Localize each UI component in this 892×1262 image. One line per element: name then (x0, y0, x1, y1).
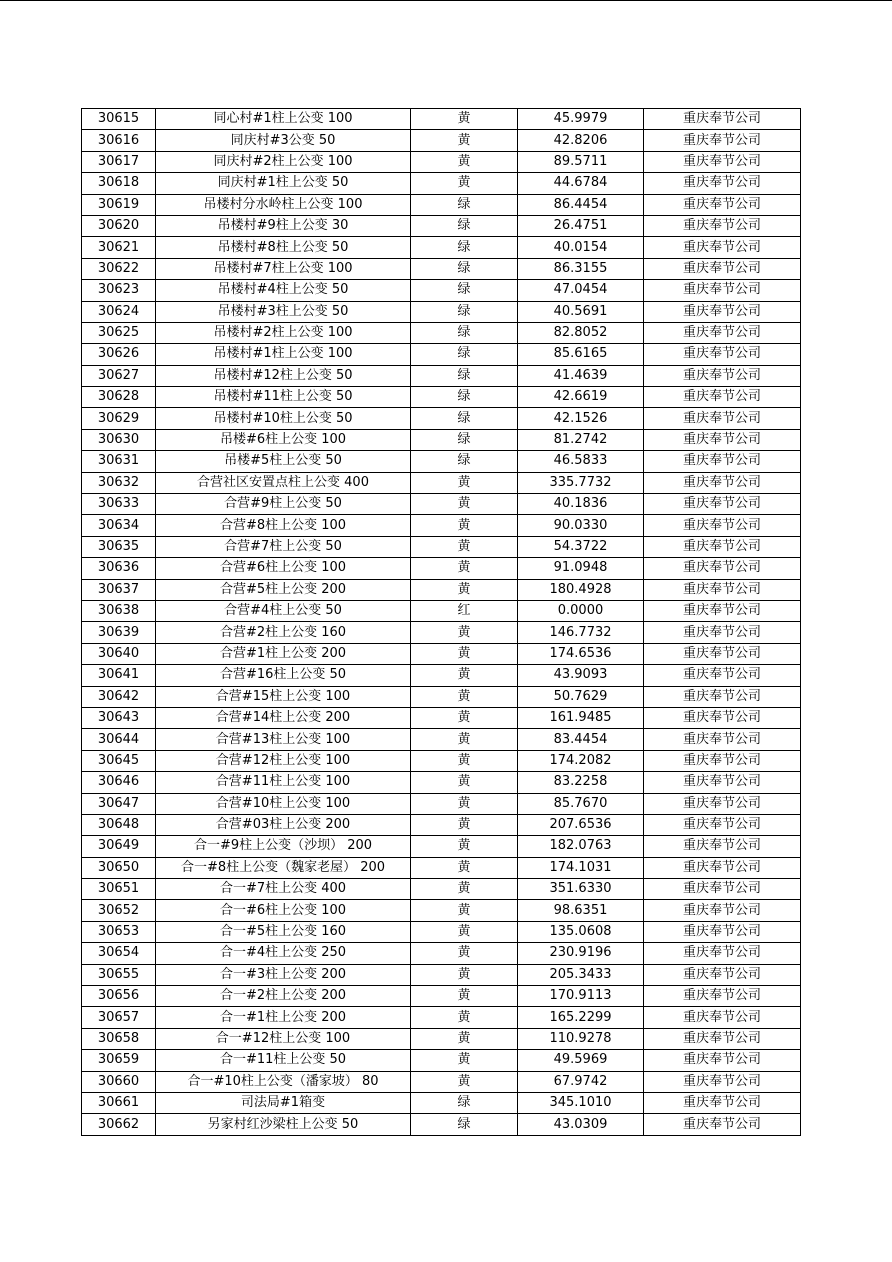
load-value-cell: 174.1031 (518, 857, 644, 878)
transformer-name-cell: 吊楼村#3柱上公变 50 (156, 301, 411, 322)
row-id-cell: 30640 (82, 643, 156, 664)
row-id-cell: 30645 (82, 750, 156, 771)
status-level-cell: 黄 (411, 750, 518, 771)
transformer-name-cell: 合一#9柱上公变（沙坝） 200 (156, 836, 411, 857)
row-id-cell: 30659 (82, 1050, 156, 1071)
company-cell: 重庆奉节公司 (644, 258, 801, 279)
table-row (82, 451, 801, 472)
transformer-name-cell: 吊楼#5柱上公变 50 (156, 451, 411, 472)
table-row (82, 836, 801, 857)
table-row (82, 900, 801, 921)
row-id-cell: 30658 (82, 1028, 156, 1049)
transformer-name-cell: 合营#7柱上公变 50 (156, 536, 411, 557)
row-id-cell: 30636 (82, 558, 156, 579)
row-id-cell: 30662 (82, 1114, 156, 1135)
row-id-cell: 30618 (82, 173, 156, 194)
load-value-cell: 40.5691 (518, 301, 644, 322)
status-level-cell: 黄 (411, 1050, 518, 1071)
company-cell: 重庆奉节公司 (644, 579, 801, 600)
row-id-cell: 30648 (82, 814, 156, 835)
row-id-cell: 30652 (82, 900, 156, 921)
status-level-cell: 绿 (411, 237, 518, 258)
transformer-name-cell: 吊楼村#2柱上公变 100 (156, 322, 411, 343)
company-cell: 重庆奉节公司 (644, 301, 801, 322)
transformer-name-cell: 合营#4柱上公变 50 (156, 600, 411, 621)
transformer-name-cell: 合营#9柱上公变 50 (156, 494, 411, 515)
table-row (82, 964, 801, 985)
row-id-cell: 30642 (82, 686, 156, 707)
load-value-cell: 82.8052 (518, 322, 644, 343)
company-cell: 重庆奉节公司 (644, 900, 801, 921)
company-cell: 重庆奉节公司 (644, 109, 801, 130)
load-value-cell: 83.4454 (518, 729, 644, 750)
status-level-cell: 黄 (411, 173, 518, 194)
load-value-cell: 41.4639 (518, 365, 644, 386)
load-value-cell: 54.3722 (518, 536, 644, 557)
table-row (82, 365, 801, 386)
company-cell: 重庆奉节公司 (644, 322, 801, 343)
row-id-cell: 30622 (82, 258, 156, 279)
company-cell: 重庆奉节公司 (644, 707, 801, 728)
transformer-name-cell: 同庆村#3公变 50 (156, 130, 411, 151)
transformer-name-cell: 合一#8柱上公变（魏家老屋） 200 (156, 857, 411, 878)
row-id-cell: 30635 (82, 536, 156, 557)
row-id-cell: 30623 (82, 280, 156, 301)
table-row (82, 130, 801, 151)
row-id-cell: 30653 (82, 921, 156, 942)
company-cell: 重庆奉节公司 (644, 130, 801, 151)
load-value-cell: 43.0309 (518, 1114, 644, 1135)
row-id-cell: 30646 (82, 772, 156, 793)
status-level-cell: 黄 (411, 643, 518, 664)
transformer-name-cell: 合营#15柱上公变 100 (156, 686, 411, 707)
company-cell: 重庆奉节公司 (644, 857, 801, 878)
status-level-cell: 黄 (411, 814, 518, 835)
transformer-name-cell: 合营#5柱上公变 200 (156, 579, 411, 600)
row-id-cell: 30628 (82, 387, 156, 408)
row-id-cell: 30660 (82, 1071, 156, 1092)
status-level-cell: 黄 (411, 964, 518, 985)
status-level-cell: 黄 (411, 986, 518, 1007)
transformer-name-cell: 合一#3柱上公变 200 (156, 964, 411, 985)
table-row (82, 429, 801, 450)
company-cell: 重庆奉节公司 (644, 943, 801, 964)
transformer-name-cell: 同庆村#2柱上公变 100 (156, 151, 411, 172)
transformer-name-cell: 司法局#1箱变 (156, 1092, 411, 1113)
company-cell: 重庆奉节公司 (644, 686, 801, 707)
transformer-name-cell: 吊楼村#8柱上公变 50 (156, 237, 411, 258)
load-value-cell: 230.9196 (518, 943, 644, 964)
company-cell: 重庆奉节公司 (644, 622, 801, 643)
row-id-cell: 30619 (82, 194, 156, 215)
load-value-cell: 351.6330 (518, 879, 644, 900)
load-value-cell: 180.4928 (518, 579, 644, 600)
load-value-cell: 110.9278 (518, 1028, 644, 1049)
load-value-cell: 207.6536 (518, 814, 644, 835)
status-level-cell: 黄 (411, 472, 518, 493)
company-cell: 重庆奉节公司 (644, 451, 801, 472)
company-cell: 重庆奉节公司 (644, 194, 801, 215)
transformer-name-cell: 吊楼村#9柱上公变 30 (156, 215, 411, 236)
row-id-cell: 30661 (82, 1092, 156, 1113)
transformer-name-cell: 合一#11柱上公变 50 (156, 1050, 411, 1071)
company-cell: 重庆奉节公司 (644, 215, 801, 236)
row-id-cell: 30627 (82, 365, 156, 386)
row-id-cell: 30656 (82, 986, 156, 1007)
status-level-cell: 黄 (411, 879, 518, 900)
company-cell: 重庆奉节公司 (644, 1007, 801, 1028)
company-cell: 重庆奉节公司 (644, 344, 801, 365)
row-id-cell: 30655 (82, 964, 156, 985)
table-row (82, 494, 801, 515)
load-value-cell: 174.2082 (518, 750, 644, 771)
transformer-name-cell: 合营#12柱上公变 100 (156, 750, 411, 771)
company-cell: 重庆奉节公司 (644, 558, 801, 579)
company-cell: 重庆奉节公司 (644, 1092, 801, 1113)
status-level-cell: 黄 (411, 151, 518, 172)
table-row (82, 857, 801, 878)
table-row (82, 921, 801, 942)
status-level-cell: 绿 (411, 301, 518, 322)
table-row (82, 729, 801, 750)
company-cell: 重庆奉节公司 (644, 472, 801, 493)
load-value-cell: 335.7732 (518, 472, 644, 493)
load-value-cell: 67.9742 (518, 1071, 644, 1092)
table-row (82, 1007, 801, 1028)
transformer-name-cell: 合营#03柱上公变 200 (156, 814, 411, 835)
load-value-cell: 165.2299 (518, 1007, 644, 1028)
status-level-cell: 绿 (411, 365, 518, 386)
row-id-cell: 30650 (82, 857, 156, 878)
company-cell: 重庆奉节公司 (644, 772, 801, 793)
table-row (82, 772, 801, 793)
company-cell: 重庆奉节公司 (644, 280, 801, 301)
company-cell: 重庆奉节公司 (644, 729, 801, 750)
row-id-cell: 30637 (82, 579, 156, 600)
company-cell: 重庆奉节公司 (644, 665, 801, 686)
table-row (82, 387, 801, 408)
row-id-cell: 30631 (82, 451, 156, 472)
table-row (82, 322, 801, 343)
table-row (82, 280, 801, 301)
row-id-cell: 30620 (82, 215, 156, 236)
transformer-name-cell: 同庆村#1柱上公变 50 (156, 173, 411, 194)
company-cell: 重庆奉节公司 (644, 814, 801, 835)
row-id-cell: 30632 (82, 472, 156, 493)
table-row (82, 151, 801, 172)
company-cell: 重庆奉节公司 (644, 986, 801, 1007)
status-level-cell: 黄 (411, 1007, 518, 1028)
load-value-cell: 43.9093 (518, 665, 644, 686)
load-value-cell: 0.0000 (518, 600, 644, 621)
status-level-cell: 黄 (411, 836, 518, 857)
company-cell: 重庆奉节公司 (644, 1050, 801, 1071)
table-row (82, 301, 801, 322)
transformer-name-cell: 吊楼村#12柱上公变 50 (156, 365, 411, 386)
company-cell: 重庆奉节公司 (644, 750, 801, 771)
load-value-cell: 49.5969 (518, 1050, 644, 1071)
table-row (82, 173, 801, 194)
transformer-name-cell: 吊楼村分水岭柱上公变 100 (156, 194, 411, 215)
status-level-cell: 黄 (411, 686, 518, 707)
table-row (82, 1028, 801, 1049)
status-level-cell: 绿 (411, 451, 518, 472)
company-cell: 重庆奉节公司 (644, 793, 801, 814)
load-value-cell: 42.8206 (518, 130, 644, 151)
table-row (82, 943, 801, 964)
row-id-cell: 30621 (82, 237, 156, 258)
load-value-cell: 170.9113 (518, 986, 644, 1007)
transformer-name-cell: 合营#6柱上公变 100 (156, 558, 411, 579)
load-value-cell: 205.3433 (518, 964, 644, 985)
transformer-table (81, 108, 801, 1136)
status-level-cell: 黄 (411, 772, 518, 793)
transformer-name-cell: 吊楼村#1柱上公变 100 (156, 344, 411, 365)
status-level-cell: 黄 (411, 729, 518, 750)
company-cell: 重庆奉节公司 (644, 237, 801, 258)
status-level-cell: 绿 (411, 280, 518, 301)
row-id-cell: 30644 (82, 729, 156, 750)
company-cell: 重庆奉节公司 (644, 151, 801, 172)
company-cell: 重庆奉节公司 (644, 879, 801, 900)
status-level-cell: 黄 (411, 900, 518, 921)
table-row (82, 109, 801, 130)
load-value-cell: 47.0454 (518, 280, 644, 301)
company-cell: 重庆奉节公司 (644, 921, 801, 942)
status-level-cell: 黄 (411, 130, 518, 151)
company-cell: 重庆奉节公司 (644, 408, 801, 429)
row-id-cell: 30617 (82, 151, 156, 172)
transformer-name-cell: 合营社区安置点柱上公变 400 (156, 472, 411, 493)
row-id-cell: 30647 (82, 793, 156, 814)
transformer-name-cell: 合一#2柱上公变 200 (156, 986, 411, 1007)
company-cell: 重庆奉节公司 (644, 173, 801, 194)
transformer-name-cell: 合一#1柱上公变 200 (156, 1007, 411, 1028)
company-cell: 重庆奉节公司 (644, 964, 801, 985)
status-level-cell: 黄 (411, 921, 518, 942)
table-row (82, 707, 801, 728)
table-row (82, 472, 801, 493)
transformer-name-cell: 同心村#1柱上公变 100 (156, 109, 411, 130)
load-value-cell: 85.7670 (518, 793, 644, 814)
company-cell: 重庆奉节公司 (644, 365, 801, 386)
table-row (82, 344, 801, 365)
load-value-cell: 174.6536 (518, 643, 644, 664)
transformer-name-cell: 吊楼村#10柱上公变 50 (156, 408, 411, 429)
status-level-cell: 黄 (411, 857, 518, 878)
load-value-cell: 345.1010 (518, 1092, 644, 1113)
load-value-cell: 182.0763 (518, 836, 644, 857)
load-value-cell: 45.9979 (518, 109, 644, 130)
company-cell: 重庆奉节公司 (644, 1114, 801, 1135)
table-row (82, 237, 801, 258)
transformer-name-cell: 合营#13柱上公变 100 (156, 729, 411, 750)
table-row (82, 215, 801, 236)
load-value-cell: 50.7629 (518, 686, 644, 707)
table-row (82, 258, 801, 279)
transformer-name-cell: 另家村红沙梁柱上公变 50 (156, 1114, 411, 1135)
table-row (82, 1071, 801, 1092)
transformer-name-cell: 合一#6柱上公变 100 (156, 900, 411, 921)
row-id-cell: 30624 (82, 301, 156, 322)
row-id-cell: 30654 (82, 943, 156, 964)
load-value-cell: 86.4454 (518, 194, 644, 215)
table-row (82, 643, 801, 664)
status-level-cell: 绿 (411, 344, 518, 365)
status-level-cell: 绿 (411, 215, 518, 236)
row-id-cell: 30625 (82, 322, 156, 343)
row-id-cell: 30633 (82, 494, 156, 515)
company-cell: 重庆奉节公司 (644, 1028, 801, 1049)
status-level-cell: 绿 (411, 408, 518, 429)
load-value-cell: 89.5711 (518, 151, 644, 172)
table-body (82, 109, 801, 1136)
table-row (82, 1050, 801, 1071)
transformer-name-cell: 吊楼村#4柱上公变 50 (156, 280, 411, 301)
transformer-name-cell: 合一#4柱上公变 250 (156, 943, 411, 964)
table-row (82, 665, 801, 686)
load-value-cell: 40.0154 (518, 237, 644, 258)
load-value-cell: 98.6351 (518, 900, 644, 921)
load-value-cell: 46.5833 (518, 451, 644, 472)
load-value-cell: 91.0948 (518, 558, 644, 579)
transformer-name-cell: 吊楼村#7柱上公变 100 (156, 258, 411, 279)
load-value-cell: 83.2258 (518, 772, 644, 793)
table-row (82, 686, 801, 707)
table-row (82, 1092, 801, 1113)
status-level-cell: 黄 (411, 943, 518, 964)
row-id-cell: 30629 (82, 408, 156, 429)
status-level-cell: 黄 (411, 622, 518, 643)
load-value-cell: 90.0330 (518, 515, 644, 536)
company-cell: 重庆奉节公司 (644, 836, 801, 857)
table-row (82, 750, 801, 771)
row-id-cell: 30651 (82, 879, 156, 900)
row-id-cell: 30616 (82, 130, 156, 151)
load-value-cell: 42.1526 (518, 408, 644, 429)
transformer-name-cell: 合一#7柱上公变 400 (156, 879, 411, 900)
status-level-cell: 黄 (411, 579, 518, 600)
table-row (82, 558, 801, 579)
status-level-cell: 黄 (411, 707, 518, 728)
table-row (82, 408, 801, 429)
company-cell: 重庆奉节公司 (644, 515, 801, 536)
row-id-cell: 30626 (82, 344, 156, 365)
transformer-name-cell: 合一#10柱上公变（潘家坡） 80 (156, 1071, 411, 1092)
table-row (82, 536, 801, 557)
status-level-cell: 黄 (411, 536, 518, 557)
table-row (82, 793, 801, 814)
transformer-name-cell: 合营#8柱上公变 100 (156, 515, 411, 536)
table-row (82, 622, 801, 643)
company-cell: 重庆奉节公司 (644, 536, 801, 557)
company-cell: 重庆奉节公司 (644, 494, 801, 515)
company-cell: 重庆奉节公司 (644, 643, 801, 664)
table-row (82, 986, 801, 1007)
transformer-name-cell: 合营#14柱上公变 200 (156, 707, 411, 728)
transformer-name-cell: 合一#5柱上公变 160 (156, 921, 411, 942)
company-cell: 重庆奉节公司 (644, 1071, 801, 1092)
status-level-cell: 黄 (411, 109, 518, 130)
load-value-cell: 40.1836 (518, 494, 644, 515)
transformer-name-cell: 合营#11柱上公变 100 (156, 772, 411, 793)
status-level-cell: 绿 (411, 258, 518, 279)
row-id-cell: 30630 (82, 429, 156, 450)
table-row (82, 515, 801, 536)
company-cell: 重庆奉节公司 (644, 429, 801, 450)
table-row (82, 1114, 801, 1135)
status-level-cell: 红 (411, 600, 518, 621)
status-level-cell: 绿 (411, 194, 518, 215)
status-level-cell: 黄 (411, 1071, 518, 1092)
row-id-cell: 30634 (82, 515, 156, 536)
table-row (82, 579, 801, 600)
row-id-cell: 30615 (82, 109, 156, 130)
table-row (82, 814, 801, 835)
status-level-cell: 绿 (411, 387, 518, 408)
row-id-cell: 30638 (82, 600, 156, 621)
status-level-cell: 绿 (411, 1092, 518, 1113)
row-id-cell: 30643 (82, 707, 156, 728)
transformer-name-cell: 合营#16柱上公变 50 (156, 665, 411, 686)
status-level-cell: 黄 (411, 515, 518, 536)
table-row (82, 194, 801, 215)
company-cell: 重庆奉节公司 (644, 600, 801, 621)
table-row (82, 879, 801, 900)
load-value-cell: 81.2742 (518, 429, 644, 450)
status-level-cell: 绿 (411, 1114, 518, 1135)
load-value-cell: 86.3155 (518, 258, 644, 279)
load-value-cell: 44.6784 (518, 173, 644, 194)
load-value-cell: 42.6619 (518, 387, 644, 408)
transformer-name-cell: 合一#12柱上公变 100 (156, 1028, 411, 1049)
page-top-border (0, 0, 892, 1)
load-value-cell: 26.4751 (518, 215, 644, 236)
transformer-name-cell: 合营#10柱上公变 100 (156, 793, 411, 814)
row-id-cell: 30657 (82, 1007, 156, 1028)
row-id-cell: 30649 (82, 836, 156, 857)
table-row (82, 600, 801, 621)
transformer-name-cell: 吊楼村#11柱上公变 50 (156, 387, 411, 408)
load-value-cell: 85.6165 (518, 344, 644, 365)
load-value-cell: 146.7732 (518, 622, 644, 643)
transformer-name-cell: 合营#1柱上公变 200 (156, 643, 411, 664)
status-level-cell: 黄 (411, 1028, 518, 1049)
status-level-cell: 黄 (411, 558, 518, 579)
load-value-cell: 135.0608 (518, 921, 644, 942)
row-id-cell: 30639 (82, 622, 156, 643)
status-level-cell: 黄 (411, 665, 518, 686)
status-level-cell: 绿 (411, 322, 518, 343)
status-level-cell: 绿 (411, 429, 518, 450)
company-cell: 重庆奉节公司 (644, 387, 801, 408)
load-value-cell: 161.9485 (518, 707, 644, 728)
status-level-cell: 黄 (411, 494, 518, 515)
transformer-name-cell: 合营#2柱上公变 160 (156, 622, 411, 643)
row-id-cell: 30641 (82, 665, 156, 686)
status-level-cell: 黄 (411, 793, 518, 814)
transformer-name-cell: 吊楼#6柱上公变 100 (156, 429, 411, 450)
